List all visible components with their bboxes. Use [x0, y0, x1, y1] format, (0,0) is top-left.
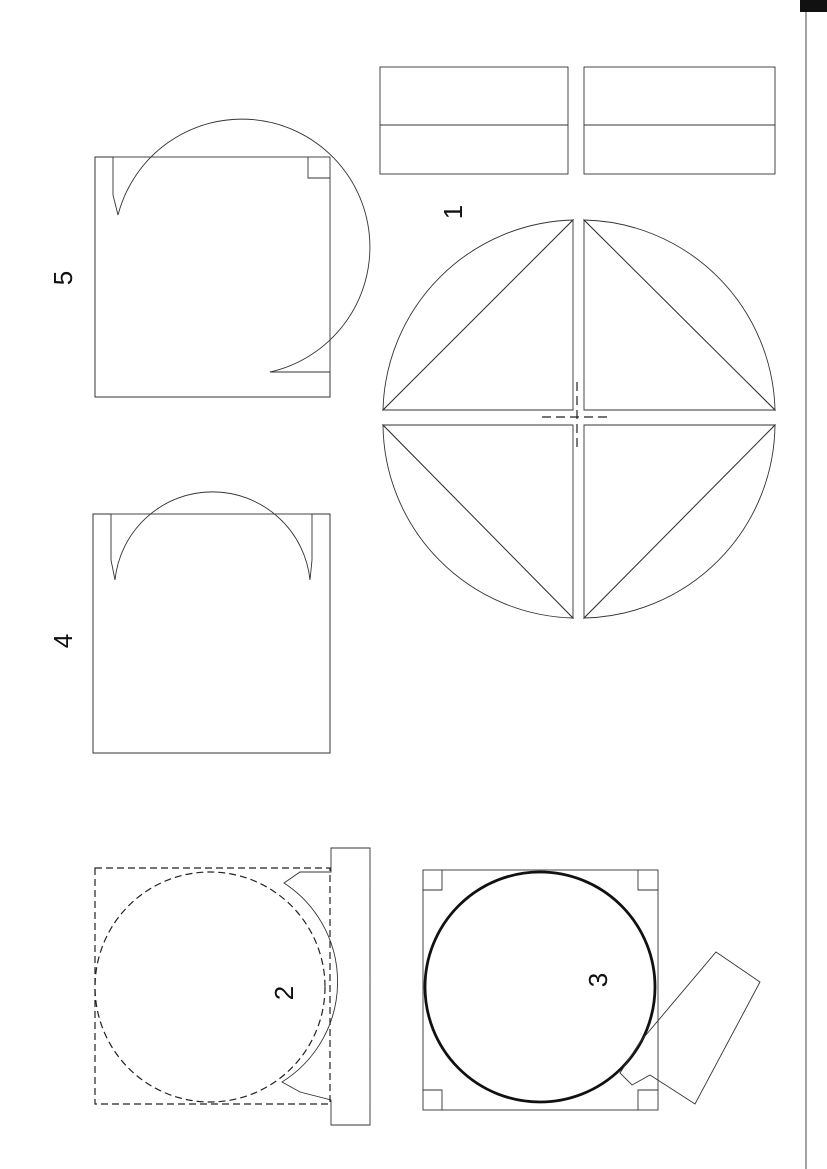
figure-number-4: 4 — [48, 633, 78, 649]
plank-section-right — [584, 67, 775, 174]
corner-tab — [800, 0, 827, 12]
figure-4-profile — [93, 492, 330, 753]
figure-4 — [93, 492, 330, 753]
figure-number-1: 1 — [438, 204, 468, 220]
figure-3-angled-support — [620, 952, 760, 1104]
figure-1 — [380, 67, 775, 618]
figure-3 — [423, 870, 760, 1110]
figure-5-profile — [95, 119, 370, 397]
figure-5 — [95, 119, 370, 397]
figure-number-5: 5 — [48, 270, 78, 286]
figure-2 — [95, 848, 370, 1125]
figure-number-2: 2 — [269, 985, 299, 1001]
quartered-log — [383, 220, 775, 618]
center-mark — [542, 382, 612, 452]
figure-number-3: 3 — [583, 972, 613, 988]
plank-section-left — [380, 67, 568, 174]
figure-3-circle — [425, 872, 655, 1102]
